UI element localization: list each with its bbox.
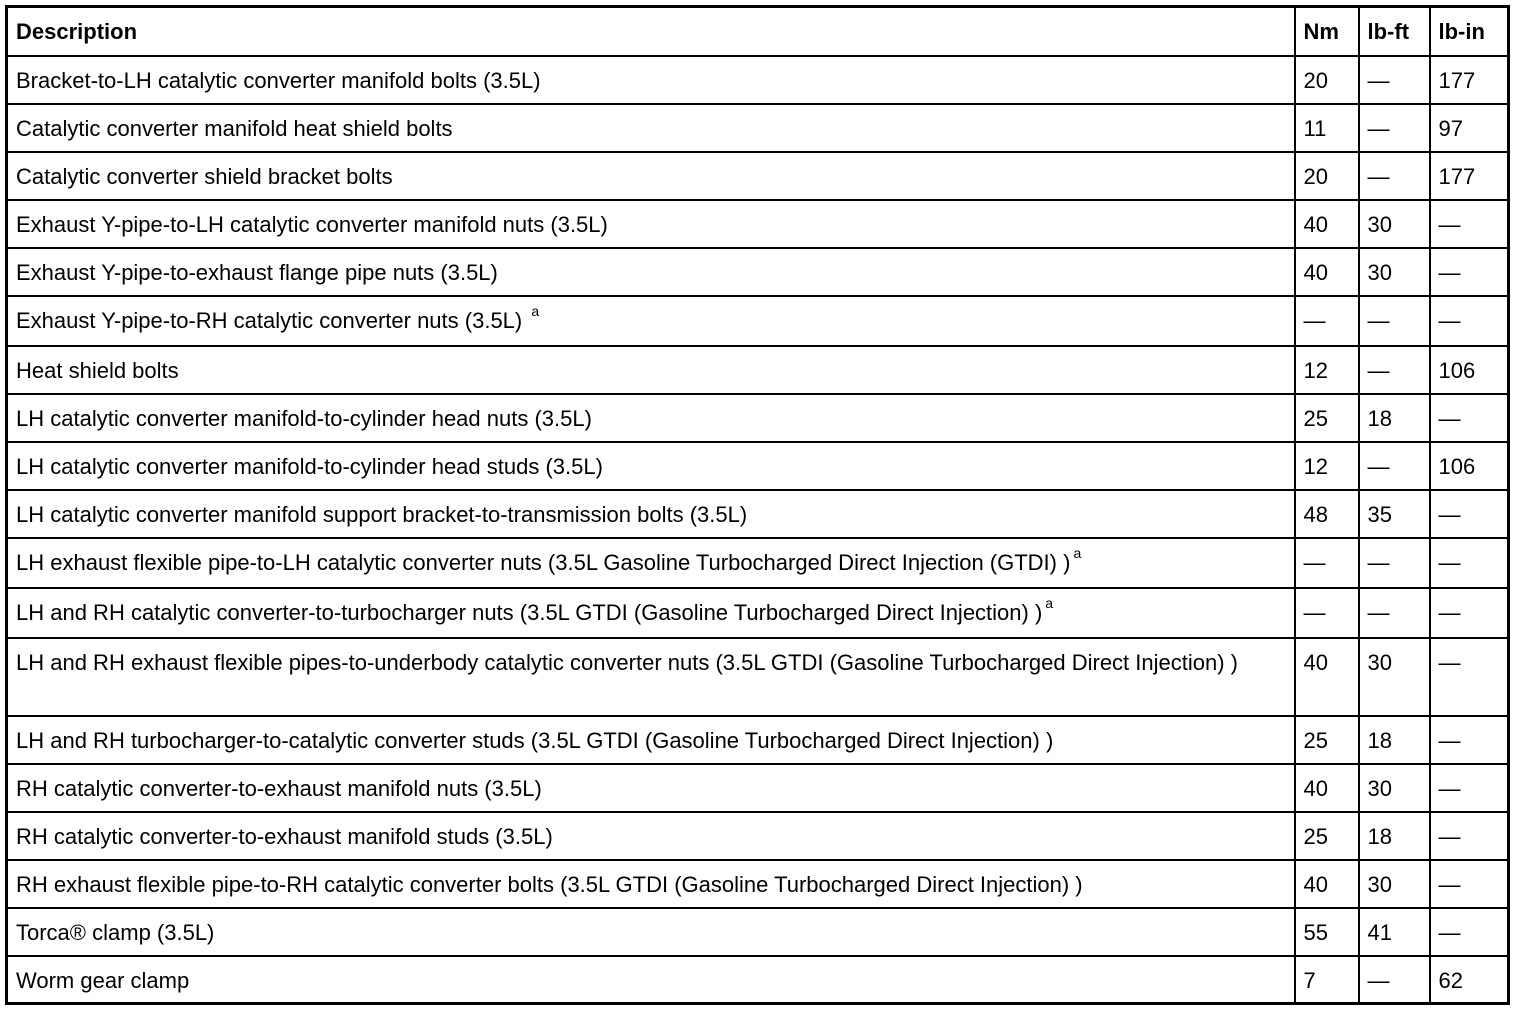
nm-cell: 40 (1295, 638, 1359, 716)
table-row (7, 394, 1509, 442)
description-text: LH and RH exhaust flexible pipes-to-underbody catalytic converter nuts (3.5L GTDI (Gasoline Turbocharged Direct Injection) ) (16, 649, 1238, 675)
nm-cell: 7 (1295, 956, 1359, 1004)
lbin-cell: 106 (1430, 346, 1509, 394)
lbin-cell: — (1430, 908, 1509, 956)
table-row (7, 56, 1509, 104)
description-cell (7, 346, 1295, 394)
lbft-cell: 18 (1359, 812, 1430, 860)
description-cell (7, 56, 1295, 104)
lbft-cell: — (1359, 152, 1430, 200)
description-text: Exhaust Y-pipe-to-RH catalytic converter nuts (3.5L) (16, 307, 529, 333)
lbin-cell: — (1430, 860, 1509, 908)
column-header-nm: Nm (1295, 7, 1359, 56)
description-cell (7, 812, 1295, 860)
table-row (7, 588, 1509, 638)
table-row (7, 346, 1509, 394)
lbin-cell: 62 (1430, 956, 1509, 1004)
nm-cell: 25 (1295, 716, 1359, 764)
description-cell (7, 538, 1295, 588)
nm-cell: 12 (1295, 346, 1359, 394)
nm-cell: 48 (1295, 490, 1359, 538)
description-text: Catalytic converter shield bracket bolts (16, 163, 393, 189)
table-row (7, 638, 1509, 716)
lbin-cell: — (1430, 490, 1509, 538)
description-text: Torca® clamp (3.5L) (16, 919, 215, 945)
nm-cell: 25 (1295, 394, 1359, 442)
lbin-cell: 177 (1430, 152, 1509, 200)
description-text: LH catalytic converter manifold-to-cylinder head nuts (3.5L) (16, 405, 592, 431)
lbft-cell: 30 (1359, 200, 1430, 248)
lbft-cell: — (1359, 104, 1430, 152)
table-row (7, 248, 1509, 296)
lbin-cell: — (1430, 716, 1509, 764)
nm-cell: 11 (1295, 104, 1359, 152)
table-row (7, 716, 1509, 764)
nm-cell: 20 (1295, 56, 1359, 104)
description-text: LH catalytic converter manifold-to-cylinder head studs (3.5L) (16, 453, 603, 479)
lbft-cell: — (1359, 442, 1430, 490)
table-row (7, 200, 1509, 248)
description-cell (7, 588, 1295, 638)
table-row (7, 908, 1509, 956)
description-cell (7, 638, 1295, 716)
lbin-cell: — (1430, 296, 1509, 346)
table-row (7, 956, 1509, 1004)
description-cell (7, 764, 1295, 812)
nm-cell: 40 (1295, 764, 1359, 812)
lbin-cell: — (1430, 812, 1509, 860)
footnote-marker: a (1073, 544, 1082, 561)
lbft-cell: 18 (1359, 394, 1430, 442)
description-text: RH catalytic converter-to-exhaust manifold studs (3.5L) (16, 823, 553, 849)
lbin-cell: — (1430, 764, 1509, 812)
description-text: Worm gear clamp (16, 967, 190, 993)
lbft-cell: — (1359, 56, 1430, 104)
description-text: Exhaust Y-pipe-to-exhaust flange pipe nuts (3.5L) (16, 259, 498, 285)
column-header-lbin: lb-in (1430, 7, 1509, 56)
lbft-cell: 41 (1359, 908, 1430, 956)
description-text: LH and RH turbocharger-to-catalytic converter studs (3.5L GTDI (Gasoline Turbocharged Direct Injection) ) (16, 727, 1054, 753)
description-cell (7, 104, 1295, 152)
nm-cell: 20 (1295, 152, 1359, 200)
lbft-cell: — (1359, 956, 1430, 1004)
description-text: Catalytic converter manifold heat shield bolts (16, 115, 453, 141)
description-text: RH catalytic converter-to-exhaust manifold nuts (3.5L) (16, 775, 542, 801)
description-cell (7, 490, 1295, 538)
lbin-cell: — (1430, 394, 1509, 442)
lbin-cell: 106 (1430, 442, 1509, 490)
description-text: LH and RH catalytic converter-to-turbocharger nuts (3.5L GTDI (Gasoline Turbocharged Direct Injection) ) (16, 599, 1043, 625)
lbft-cell: 18 (1359, 716, 1430, 764)
lbft-cell: 30 (1359, 860, 1430, 908)
description-cell (7, 860, 1295, 908)
description-text: Heat shield bolts (16, 357, 179, 383)
nm-cell: 40 (1295, 248, 1359, 296)
table-row (7, 764, 1509, 812)
lbin-cell: 177 (1430, 56, 1509, 104)
torque-specification-table (5, 5, 1510, 1005)
description-cell (7, 200, 1295, 248)
nm-cell: 12 (1295, 442, 1359, 490)
description-cell (7, 152, 1295, 200)
description-text: Bracket-to-LH catalytic converter manifold bolts (3.5L) (16, 67, 541, 93)
nm-cell: 40 (1295, 860, 1359, 908)
nm-cell: 40 (1295, 200, 1359, 248)
lbft-cell: 30 (1359, 764, 1430, 812)
lbft-cell: — (1359, 588, 1430, 638)
table-header-row (7, 7, 1509, 56)
lbft-cell: 35 (1359, 490, 1430, 538)
lbin-cell: — (1430, 200, 1509, 248)
lbin-cell: — (1430, 248, 1509, 296)
description-text: Exhaust Y-pipe-to-LH catalytic converter manifold nuts (3.5L) (16, 211, 608, 237)
lbin-cell: — (1430, 538, 1509, 588)
lbft-cell: 30 (1359, 248, 1430, 296)
column-header-lbft: lb-ft (1359, 7, 1430, 56)
table-row (7, 490, 1509, 538)
table-row (7, 296, 1509, 346)
nm-cell: — (1295, 538, 1359, 588)
nm-cell: 25 (1295, 812, 1359, 860)
description-cell (7, 248, 1295, 296)
nm-cell: 55 (1295, 908, 1359, 956)
nm-cell: — (1295, 588, 1359, 638)
lbft-cell: — (1359, 346, 1430, 394)
table-row (7, 152, 1509, 200)
lbin-cell: — (1430, 638, 1509, 716)
lbft-cell: — (1359, 296, 1430, 346)
table-row (7, 442, 1509, 490)
table-row (7, 538, 1509, 588)
table-row (7, 104, 1509, 152)
description-cell (7, 956, 1295, 1004)
description-cell (7, 908, 1295, 956)
lbft-cell: 30 (1359, 638, 1430, 716)
description-cell (7, 442, 1295, 490)
description-text: RH exhaust flexible pipe-to-RH catalytic converter bolts (3.5L GTDI (Gasoline Turbocharged Direct Injection) ) (16, 871, 1083, 897)
description-text: LH catalytic converter manifold support bracket-to-transmission bolts (3.5L) (16, 501, 748, 527)
footnote-marker: a (1045, 594, 1054, 611)
lbft-cell: — (1359, 538, 1430, 588)
footnote-marker: a (531, 302, 540, 319)
nm-cell: — (1295, 296, 1359, 346)
table-row (7, 860, 1509, 908)
column-header-description: Description (7, 7, 1295, 56)
table-row (7, 812, 1509, 860)
lbin-cell: — (1430, 588, 1509, 638)
lbin-cell: 97 (1430, 104, 1509, 152)
description-cell (7, 296, 1295, 346)
description-cell (7, 716, 1295, 764)
description-cell (7, 394, 1295, 442)
description-text: LH exhaust flexible pipe-to-LH catalytic converter nuts (3.5L Gasoline Turbocharged Direct Injection (GTDI) ) (16, 549, 1071, 575)
